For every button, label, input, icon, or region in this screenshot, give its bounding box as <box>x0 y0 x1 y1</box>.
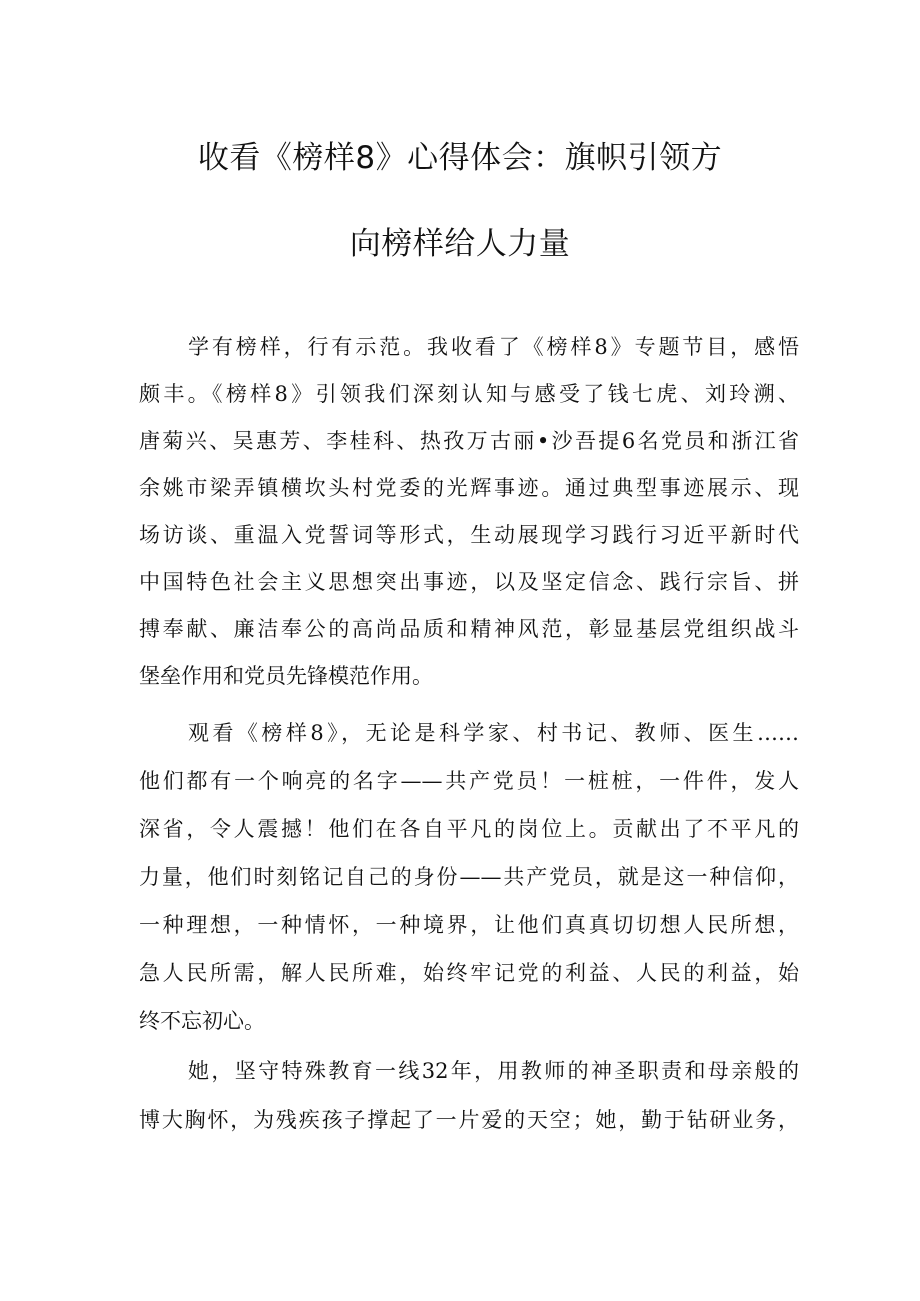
document-title-line-1: 收看《榜样8》心得体会：旗帜引领方 <box>197 140 723 176</box>
paragraph-2-line-7: 终不忘初心。 <box>139 1009 265 1033</box>
paragraph-1-line-1: 学有榜样，行有示范。我收看了《榜样8》专题节目，感悟 <box>188 335 799 359</box>
paragraph-1-line-3: 唐菊兴、吴惠芳、李桂科、热孜万古丽•沙吾提6名党员和浙江省 <box>139 429 799 453</box>
paragraph-3-line-2: 博大胸怀，为残疾孩子撑起了一片爱的天空；她，勤于钻研业务， <box>139 1108 799 1132</box>
document-title-line-2: 向榜样给人力量 <box>349 226 571 262</box>
paragraph-1-line-5: 场访谈、重温入党誓词等形式，生动展现学习践行习近平新时代 <box>139 523 799 547</box>
paragraph-2-line-5: 一种理想，一种情怀，一种境界，让他们真真切切想人民所想， <box>139 913 799 937</box>
paragraph-2-line-6: 急人民所需，解人民所难，始终牢记党的利益、人民的利益，始 <box>139 961 799 985</box>
paragraph-1-line-4: 余姚市梁弄镇横坎头村党委的光辉事迹。通过典型事迹展示、现 <box>139 476 799 500</box>
paragraph-1-line-2: 颇丰。《榜样8》引领我们深刻认知与感受了钱七虎、刘玲溯、 <box>139 382 799 406</box>
paragraph-2-line-1: 观看《榜样8》，无论是科学家、村书记、教师、医生…… <box>188 721 799 745</box>
paragraph-2-line-2: 他们都有一个响亮的名字——共产党员！一桩桩，一件件，发人 <box>139 769 799 793</box>
paragraph-2-line-3: 深省，令人震撼！他们在各自平凡的岗位上。贡献出了不平凡的 <box>139 817 799 841</box>
paragraph-2-line-4: 力量，他们时刻铭记自己的身份——共产党员，就是这一种信仰， <box>139 865 799 889</box>
paragraph-1-line-7: 搏奉献、廉洁奉公的高尚品质和精神风范，彰显基层党组织战斗 <box>139 617 799 641</box>
paragraph-1-line-6: 中国特色社会主义思想突出事迹，以及坚定信念、践行宗旨、拼 <box>139 570 799 594</box>
paragraph-1-line-8: 堡垒作用和党员先锋模范作用。 <box>139 664 433 688</box>
paragraph-3-line-1: 她，坚守特殊教育一线32年，用教师的神圣职责和母亲般的 <box>188 1059 799 1083</box>
